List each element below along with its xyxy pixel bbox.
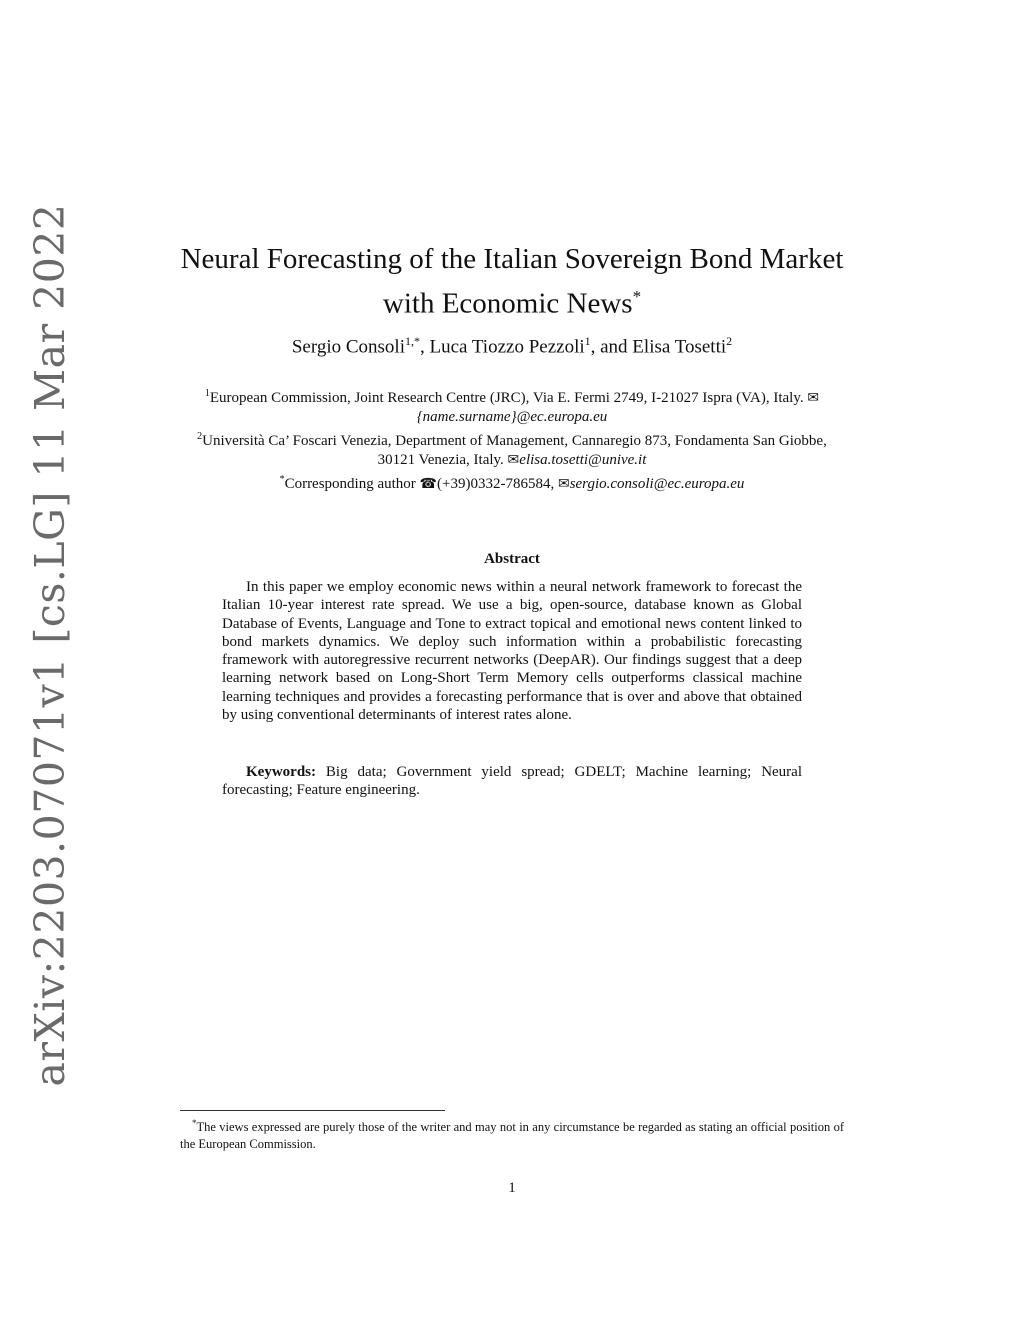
arxiv-identifier-watermark: arXiv:2203.07071v1 [cs.LG] 11 Mar 2022: [26, 203, 74, 1087]
author-2-sup: 1: [584, 334, 591, 348]
corresponding-email[interactable]: sergio.consoli@ec.europa.eu: [569, 476, 745, 492]
corresponding-author: [185, 470, 839, 494]
affiliation-2-sup: 2: [197, 431, 203, 442]
footnote-mark: *: [192, 1118, 197, 1128]
title-footnote-mark: *: [632, 287, 642, 306]
affiliation-1-text: European Commission, Joint Research Centre (JRC), Via E. Fermi 2749, I-21027 Ispra (VA), Italy.: [209, 390, 808, 406]
mail-icon: ✉: [507, 452, 520, 468]
affiliation-2-email[interactable]: elisa.tosetti@unive.it: [519, 452, 647, 468]
paper-title: [150, 240, 874, 323]
corresponding-sup: *: [279, 474, 285, 485]
corresponding-text: Corresponding author: [284, 476, 420, 492]
affiliation-2-text: Università Ca’ Foscari Venezia, Department of Management, Cannaregio 873, Fondamenta San Giobbe, 30121 Venezia, Italy.: [202, 433, 827, 468]
title-line-2-text: with Economic News: [382, 287, 633, 320]
author-1-name: Sergio Consoli: [291, 336, 405, 358]
title-line-1: Neural Forecasting of the Italian Sovereign Bond Market: [180, 243, 844, 275]
mail-icon: ✉: [557, 476, 570, 492]
author-1-sup: 1,*: [404, 334, 420, 348]
title-line-2: [150, 278, 874, 323]
mail-icon: ✉: [807, 390, 820, 406]
author-3-sup: 2: [726, 334, 733, 348]
footnote: [180, 1115, 844, 1153]
keywords-label: Keywords:: [246, 764, 316, 780]
abstract-text: In this paper we employ economic news within a neural network framework to forecast the Italian 10-year interest rate spread. We use a big, open-source, database known as Global Database of Events, Language and Tone to extract topical and emotional news content linked to bond markets dynamics. We deploy such information within a probabilistic forecasting framework with autoregressive recurrent networks (DeepAR). Our findings suggest that a deep learning network based on Long-Short Term Memory cells outperforms classical machine learning techniques and provides a forecasting performance that is over and above that obtained by using conventional determinants of interest rates alone.: [222, 579, 802, 724]
footnote-divider: [180, 1110, 445, 1111]
footnote-text: The views expressed are purely those of the writer and may not in any circumstance be regarded as stating an official position of the European Commission.: [180, 1120, 844, 1152]
phone-icon: ☎: [419, 476, 437, 492]
page-number: 1: [508, 1180, 516, 1196]
affiliation-2: [185, 427, 839, 470]
corresponding-phone: (+39)0332-786584,: [437, 476, 558, 492]
affiliation-1-email[interactable]: {name.surname}@ec.europa.eu: [416, 409, 608, 425]
author-list: [150, 334, 874, 358]
abstract-heading: Abstract: [484, 551, 540, 567]
author-2-name: , Luca Tiozzo Pezzoli: [419, 336, 585, 358]
author-3-name: , and Elisa Tosetti: [590, 336, 727, 358]
affiliation-1-sup: 1: [204, 388, 210, 399]
affiliation-1: [185, 384, 839, 427]
keywords: [222, 763, 802, 800]
affiliations: [185, 384, 839, 494]
keywords-text: Big data; Government yield spread; GDELT; Machine learning; Neural forecasting; Feature engineering.: [222, 764, 802, 799]
